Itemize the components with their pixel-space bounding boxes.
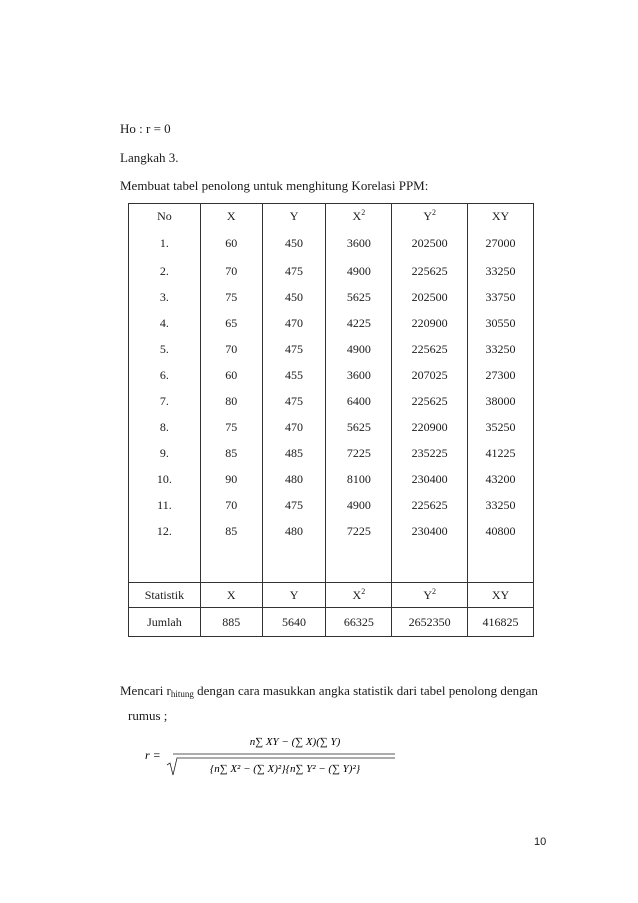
table-row <box>129 466 534 492</box>
table-cell <box>200 284 262 310</box>
table-cell <box>262 336 326 362</box>
cell-text: XY <box>491 208 510 223</box>
table-cell <box>468 608 534 637</box>
table-row <box>129 336 534 362</box>
hypothesis-statement: Ho : r = 0 <box>120 121 171 136</box>
cell-text: 4900 <box>346 497 371 512</box>
table-cell <box>326 388 392 414</box>
superscript: 2 <box>432 208 437 217</box>
cell-text: 27000 <box>485 235 516 250</box>
cell-text: 6. <box>159 367 169 382</box>
table-cell <box>129 228 201 258</box>
table-row <box>129 284 534 310</box>
cell-text: 4900 <box>346 263 371 278</box>
cell-text: 5. <box>159 341 169 356</box>
table-cell <box>200 440 262 466</box>
cell-text: 5625 <box>346 419 371 434</box>
table-cell <box>468 228 534 258</box>
cell-text: 8100 <box>346 471 371 486</box>
closing-text-end: dengan cara masukkan angka statistik dari tabel penolong dengan <box>193 683 538 698</box>
cell-text: 485 <box>285 445 304 460</box>
table-cell <box>200 258 262 284</box>
table-cell <box>262 440 326 466</box>
table-cell <box>262 466 326 492</box>
superscript: 2 <box>361 587 366 596</box>
table-cell <box>262 258 326 284</box>
table-cell <box>468 440 534 466</box>
closing-line-2: rumus ; <box>128 708 168 723</box>
table-cell <box>392 204 468 229</box>
table-cell <box>326 544 392 583</box>
cell-text: 230400 <box>411 471 448 486</box>
table-cell <box>129 388 201 414</box>
table-cell <box>326 583 392 608</box>
cell-text: 40800 <box>485 523 516 538</box>
table-cell <box>200 544 262 583</box>
cell-text: 2. <box>159 263 169 278</box>
table-cell <box>468 336 534 362</box>
table-cell <box>392 414 468 440</box>
table-cell <box>326 336 392 362</box>
table-cell <box>392 258 468 284</box>
table-cell <box>200 362 262 388</box>
cell-text: 4900 <box>346 341 371 356</box>
cell-text: 225625 <box>411 341 448 356</box>
table-cell <box>392 518 468 544</box>
formula-numerator: n∑ XY − (∑ X)(∑ Y) <box>249 736 341 748</box>
cell-text: 85 <box>225 445 238 460</box>
table-cell <box>392 466 468 492</box>
cell-text: 33250 <box>485 341 516 356</box>
table-cell <box>129 284 201 310</box>
table-cell <box>468 258 534 284</box>
table-row <box>129 310 534 336</box>
table-cell <box>468 284 534 310</box>
table-cell <box>468 204 534 229</box>
cell-text: 5625 <box>346 289 371 304</box>
cell-text: 8. <box>159 419 169 434</box>
table-cell <box>392 388 468 414</box>
cell-text: 33250 <box>485 497 516 512</box>
cell-text: 450 <box>285 235 304 250</box>
table-cell <box>262 228 326 258</box>
cell-text: 475 <box>285 263 304 278</box>
cell-text: 416825 <box>482 614 519 629</box>
table-cell <box>326 492 392 518</box>
cell-text: X <box>352 209 362 223</box>
cell-text: X <box>226 587 236 602</box>
cell-text: 65 <box>225 315 238 330</box>
table-cell <box>129 336 201 362</box>
cell-text: 41225 <box>485 445 516 460</box>
superscript: 2 <box>432 587 437 596</box>
cell-text: 75 <box>225 419 238 434</box>
cell-text: 230400 <box>411 523 448 538</box>
table-cell <box>262 544 326 583</box>
closing-text-start: Mencari r <box>120 683 171 698</box>
table-cell <box>392 440 468 466</box>
table-cell <box>326 440 392 466</box>
cell-text: X <box>226 208 236 223</box>
table-row <box>129 258 534 284</box>
table-row <box>129 518 534 544</box>
table-cell <box>468 362 534 388</box>
table-cell <box>468 544 534 583</box>
table-cell <box>392 336 468 362</box>
cell-text: 2652350 <box>408 614 451 629</box>
formula-denominator: {n∑ X² − (∑ X)²}{n∑ Y² − (∑ Y)²} <box>209 763 361 775</box>
cell-text: 885 <box>222 614 241 629</box>
cell-text: 220900 <box>411 419 448 434</box>
table-cell <box>326 228 392 258</box>
table-cell <box>129 583 201 608</box>
table-cell <box>262 608 326 637</box>
table-cell <box>129 258 201 284</box>
spacer-row <box>129 544 534 583</box>
cell-text: No <box>157 208 172 223</box>
cell-text: 12. <box>156 523 172 538</box>
cell-text: 220900 <box>411 315 448 330</box>
cell-text: 70 <box>225 497 238 512</box>
cell-text: Y <box>289 208 299 223</box>
table-cell <box>468 466 534 492</box>
table-cell <box>262 204 326 229</box>
table-cell <box>392 583 468 608</box>
formula-lhs: r = <box>145 748 161 762</box>
table-cell <box>262 492 326 518</box>
table-cell <box>468 388 534 414</box>
table-row <box>129 362 534 388</box>
cell-text: 38000 <box>485 393 516 408</box>
table-cell <box>129 204 201 229</box>
table-cell <box>326 608 392 637</box>
intro-text: Membuat tabel penolong untuk menghitung Korelasi PPM: <box>120 178 429 193</box>
page-number: 10 <box>534 836 547 848</box>
cell-text: 3600 <box>346 235 371 250</box>
table-cell <box>326 258 392 284</box>
table-cell <box>200 466 262 492</box>
cell-text: 4225 <box>346 315 371 330</box>
table-cell <box>326 362 392 388</box>
cell-text: 202500 <box>411 235 448 250</box>
table-row <box>129 440 534 466</box>
table-cell <box>129 518 201 544</box>
superscript: 2 <box>361 208 366 217</box>
cell-text: 450 <box>285 289 304 304</box>
table-cell <box>200 608 262 637</box>
table-cell <box>200 388 262 414</box>
cell-text: 7225 <box>346 445 371 460</box>
table-cell <box>262 388 326 414</box>
cell-text: 480 <box>285 523 304 538</box>
cell-text: 225625 <box>411 497 448 512</box>
table-cell <box>392 544 468 583</box>
cell-text: 70 <box>225 263 238 278</box>
cell-text: 10. <box>156 471 172 486</box>
cell-text: 60 <box>225 235 238 250</box>
table-cell <box>262 414 326 440</box>
cell-text: Y <box>289 587 299 602</box>
cell-text: 235225 <box>411 445 448 460</box>
cell-text: XY <box>491 587 510 602</box>
cell-text: Jumlah <box>147 614 182 629</box>
table-cell <box>326 204 392 229</box>
cell-text: 475 <box>285 393 304 408</box>
table-cell <box>262 362 326 388</box>
cell-text: 11. <box>157 497 172 512</box>
table-cell <box>392 608 468 637</box>
table-cell <box>200 228 262 258</box>
cell-text: 5640 <box>282 614 307 629</box>
cell-text: 475 <box>285 341 304 356</box>
table-row <box>129 228 534 258</box>
table-cell <box>326 284 392 310</box>
cell-text: 27300 <box>485 367 516 382</box>
cell-text: X <box>352 588 362 602</box>
cell-text: 475 <box>285 497 304 512</box>
table-cell <box>200 204 262 229</box>
cell-text: Y <box>423 588 433 602</box>
table-cell <box>392 362 468 388</box>
cell-text: 6400 <box>346 393 371 408</box>
table-cell <box>200 518 262 544</box>
table-cell <box>468 583 534 608</box>
table-cell <box>200 414 262 440</box>
table-cell <box>392 310 468 336</box>
step-label: Langkah 3. <box>120 150 179 165</box>
statistic-header-row <box>129 583 534 608</box>
closing-paragraph <box>120 680 540 726</box>
cell-text: 4. <box>159 315 169 330</box>
cell-text: 30550 <box>485 315 516 330</box>
cell-text: 33250 <box>485 263 516 278</box>
cell-text: 225625 <box>411 393 448 408</box>
table-cell <box>129 310 201 336</box>
table-cell <box>468 492 534 518</box>
table-cell <box>262 518 326 544</box>
totals-row <box>129 608 534 637</box>
table-cell <box>129 362 201 388</box>
cell-text: 470 <box>285 315 304 330</box>
cell-text: 202500 <box>411 289 448 304</box>
table-cell <box>392 284 468 310</box>
table-cell <box>468 518 534 544</box>
cell-text: 70 <box>225 341 238 356</box>
cell-text: 33750 <box>485 289 516 304</box>
cell-text: Y <box>423 209 433 223</box>
table-cell <box>326 518 392 544</box>
cell-text: 225625 <box>411 263 448 278</box>
cell-text: 7225 <box>346 523 371 538</box>
table-cell <box>129 608 201 637</box>
table-cell <box>326 310 392 336</box>
cell-text: Statistik <box>144 587 185 602</box>
table-header-row <box>129 204 534 229</box>
cell-text: 60 <box>225 367 238 382</box>
cell-text: 35250 <box>485 419 516 434</box>
table-cell <box>262 583 326 608</box>
cell-text: 7. <box>159 393 169 408</box>
cell-text: 75 <box>225 289 238 304</box>
cell-text: 3600 <box>346 367 371 382</box>
table-cell <box>129 544 201 583</box>
table-cell <box>326 414 392 440</box>
table-cell <box>129 492 201 518</box>
cell-text: 90 <box>225 471 238 486</box>
cell-text: 66325 <box>343 614 374 629</box>
table-cell <box>129 440 201 466</box>
table-cell <box>326 466 392 492</box>
table-cell <box>129 466 201 492</box>
helper-table <box>128 203 534 637</box>
table-cell <box>262 284 326 310</box>
table-cell <box>200 583 262 608</box>
cell-text: 455 <box>285 367 304 382</box>
cell-text: 480 <box>285 471 304 486</box>
table-cell <box>392 228 468 258</box>
cell-text: 85 <box>225 523 238 538</box>
cell-text: 9. <box>159 445 169 460</box>
table-row <box>129 388 534 414</box>
cell-text: 470 <box>285 419 304 434</box>
closing-subscript: hitung <box>170 689 194 699</box>
table-cell <box>200 492 262 518</box>
cell-text: 1. <box>159 235 169 250</box>
table-cell <box>200 336 262 362</box>
table-cell <box>129 414 201 440</box>
cell-text: 80 <box>225 393 238 408</box>
cell-text: 3. <box>159 289 169 304</box>
table-cell <box>200 310 262 336</box>
table-cell <box>262 310 326 336</box>
table-row <box>129 414 534 440</box>
correlation-formula <box>145 725 405 785</box>
table-cell <box>468 310 534 336</box>
table-cell <box>392 492 468 518</box>
table-row <box>129 492 534 518</box>
table-cell <box>468 414 534 440</box>
cell-text: 207025 <box>411 367 448 382</box>
cell-text: 43200 <box>485 471 516 486</box>
